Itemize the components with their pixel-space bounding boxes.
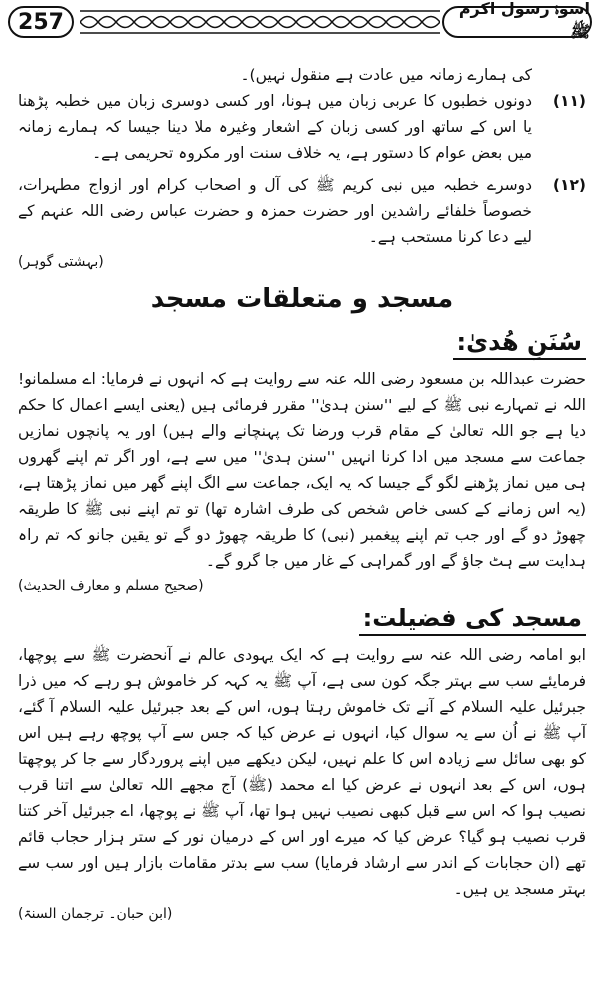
item-number: (۱۱) [552,92,586,110]
source-reference: (ابن حبان۔ ترجمان السنۃ) [18,906,173,922]
continuation-line: کی ہمارے زمانہ میں عادت ہے منقول نہیں)۔ [240,66,532,84]
item-text: دونوں خطبوں کا عربی زبان میں ہونا، اور کسی دوسری زبان میں خطبہ پڑھنا یا اس کے ساتھ اور کسی زبان کے اشعار وغیرہ ملا دینا جیسا کہ ہمارے زمانہ میں بعض عوام کا دستور ہے، یہ خلاف سنت اور مکروہ تحریمی ہے۔ [18,92,532,162]
chapter-heading: مسجد و متعلقات مسجد [150,284,454,314]
source-reference: (بہشتی گوہر) [18,254,104,270]
list-item-11 [18,88,586,166]
page-number: 257 [8,6,74,38]
page-body [18,62,586,926]
list-item-12 [18,172,586,250]
section-heading-sunan-huda: سُنَنِ ھُدیٰ: [453,328,586,360]
ornamental-border [80,9,440,35]
book-title: اسوۂ رسول اکرم ﷺ [442,6,592,38]
source-reference: (صحیح مسلم و معارف الحدیث) [18,578,204,594]
page-header [8,0,592,41]
section-text: ابو امامہ رضی اللہ عنہ سے روایت ہے کہ ایک یہودی عالم نے آنحضرت ﷺ سے پوچھا، فرمایئے سب سے بہتر جگہ کون سی ہے، آپ ﷺ یہ کہہ کر خاموش ہو رہے کہ میں ذرا جبرئیل علیہ السلام کے آنے تک خاموش رہتا ہوں، اس کے بعد جبرئیل علیہ السلام آ گئے، آپ ﷺ نے اُن سے یہ سوال کیا، انہوں نے عرض کیا کہ جس سے آپ پوچھ رہے ہیں اس کو بھی سائل سے زیادہ اس کا علم نہیں، لیکن دیکھے میں اپنے پروردگار سے جا کر پوچھتا ہوں، اس کے بعد انہوں نے عرض کیا اے محمد (ﷺ) آج مجھے اللہ تعالیٰ سے اتنا قرب نصیب ہوا کہ اس سے قبل کبھی نصیب نہیں ہوا تھا، آپ ﷺ نے پوچھا، اے جبرئیل آخر کتنا قرب نصیب ہو گیا؟ عرض کیا کہ میرے اور اس کے درمیان نور کے ستر ہزار حجاب قائم تھے (ان حجابات کے اندر سے ارشاد فرمایا) سب سے بدتر مقامات بازار ہیں اور سب سے بہتر مسجد یں ہیں۔ [18,646,586,898]
item-number: (۱۲) [552,176,586,194]
section-heading-masjid-fazilat: مسجد کی فضیلت: [359,604,586,636]
section-text: حضرت عبداللہ بن مسعود رضی اللہ عنہ سے روایت ہے کہ انہوں نے فرمایا: اے مسلمانو! اللہ نے تمہارے نبی ﷺ کے لیے ''سنن ہدیٰ'' مقرر فرمائی ہیں (یعنی ایسے اعمال کا حکم دیا ہے جو اللہ تعالیٰ کے مقام قرب ورضا تک پہنچانے والے ہیں) اور یہ پانچوں نمازیں جماعت سے مسجد میں ادا کرنا انہیں ''سنن ہدیٰ'' میں سے ہے، اور اگر تم اپنے گھروں ہی میں نماز پڑھنے لگو گے جیسا کہ یہ ایک، جماعت سے الگ اپنے گھر میں نماز پڑھتا ہے، (یہ اس زمانے کے کسی خاص شخص کی طرف اشارہ تھا) تو تم اپنے نبی ﷺ کا طریقہ چھوڑ دو گے اور جب تم اپنے پیغمبر (نبی) کا طریقہ چھوڑ دو گے تو یقین جانو کہ تم راہ ہدایت سے ہٹ جاؤ گے اور گمراہی کے غار میں جا گرو گے۔ [18,370,586,570]
item-text: دوسرے خطبہ میں نبی کریم ﷺ کی آل و اصحاب کرام اور ازواج مطہرات، خصوصاً خلفائے راشدین اور حضرت حمزہ و حضرت عباس رضی اللہ عنہم کے لیے دعا کرنا مستحب ہے۔ [18,176,532,246]
